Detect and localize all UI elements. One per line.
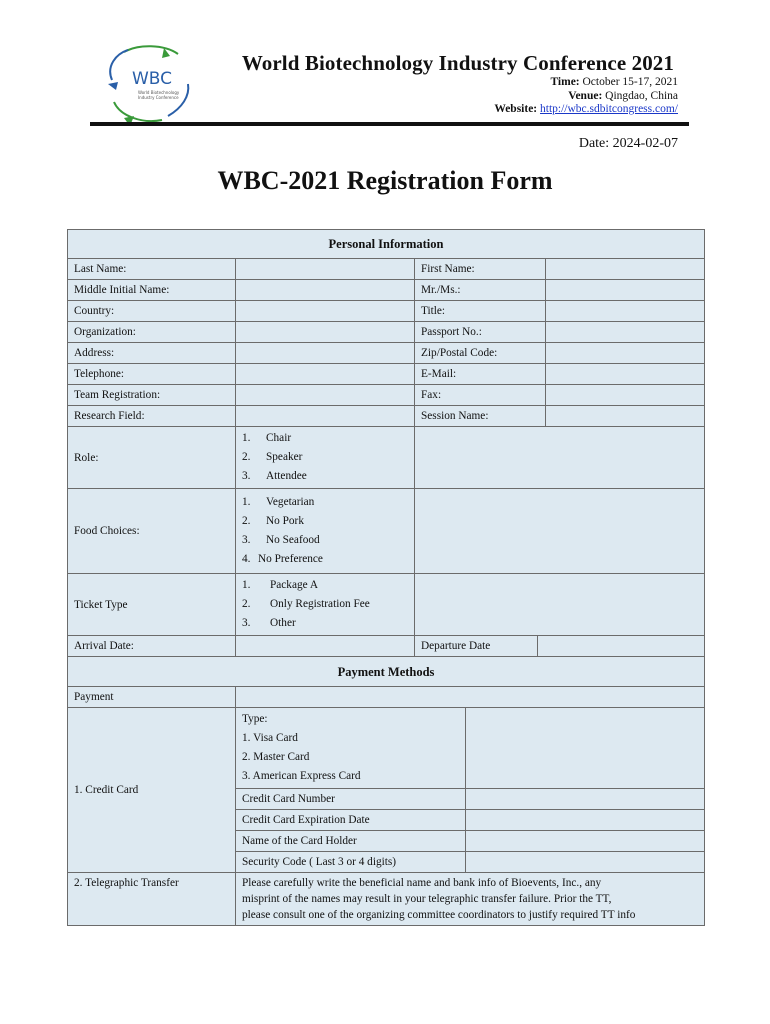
session-name-label: Session Name: [415, 406, 546, 427]
title-field[interactable] [546, 301, 705, 322]
departure-cell [415, 636, 705, 657]
research-field-field[interactable] [236, 406, 415, 427]
departure-date-field[interactable] [537, 636, 704, 656]
svg-text:Industry Conference: Industry Conference [138, 95, 179, 100]
fax-field[interactable] [546, 385, 705, 406]
card-expiration-field[interactable] [465, 810, 704, 831]
credit-card-details [236, 708, 705, 873]
title-label: Title: [415, 301, 546, 322]
personal-info-heading: Personal Information [68, 230, 705, 259]
role-field[interactable] [415, 427, 705, 489]
telegraphic-transfer-note [236, 873, 705, 926]
first-name-field[interactable] [546, 259, 705, 280]
ticket-type-field[interactable] [415, 574, 705, 636]
telephone-field[interactable] [236, 364, 415, 385]
zip-label: Zip/Postal Code: [415, 343, 546, 364]
role-option[interactable]: 2. Speaker [242, 451, 303, 463]
ticket-type-label: Ticket Type [68, 574, 236, 636]
registration-table [67, 229, 705, 926]
card-holder-field[interactable] [465, 831, 704, 852]
svg-text:World Biotechnology: World Biotechnology [138, 90, 180, 95]
header-rule [90, 122, 689, 126]
last-name-label: Last Name: [68, 259, 236, 280]
credit-card-subtable [236, 708, 704, 872]
role-option[interactable]: 1. Chair [242, 432, 292, 444]
telephone-label: Telephone: [68, 364, 236, 385]
last-name-field[interactable] [236, 259, 415, 280]
conference-venue [568, 90, 678, 102]
time-label: Time: [550, 76, 580, 88]
role-label: Role: [68, 427, 236, 489]
security-code-label: Security Code ( Last 3 or 4 digits) [236, 852, 465, 873]
time-value: October 15-17, 2021 [582, 76, 678, 88]
arrival-date-label: Arrival Date: [68, 636, 236, 657]
website-link[interactable]: http://wbc.sdbitcongress.com/ [540, 103, 678, 115]
ticket-option[interactable]: 2. Only Registration Fee [242, 598, 370, 610]
session-name-field[interactable] [546, 406, 705, 427]
payment-label: Payment [68, 687, 236, 708]
ticket-option[interactable]: 1. Package A [242, 579, 318, 591]
arrival-date-field[interactable] [236, 636, 415, 657]
card-holder-label: Name of the Card Holder [236, 831, 465, 852]
venue-label: Venue: [568, 90, 603, 102]
zip-field[interactable] [546, 343, 705, 364]
payment-field[interactable] [236, 687, 705, 708]
research-field-label: Research Field: [68, 406, 236, 427]
passport-field[interactable] [546, 322, 705, 343]
food-option[interactable]: 4. No Preference [242, 553, 323, 565]
organization-field[interactable] [236, 322, 415, 343]
first-name-label: First Name: [415, 259, 546, 280]
middle-initial-field[interactable] [236, 280, 415, 301]
food-option[interactable]: 2. No Pork [242, 515, 304, 527]
card-type-option[interactable]: 3. American Express Card [242, 770, 361, 782]
departure-date-label: Departure Date [415, 636, 537, 656]
form-date: Date: 2024-02-07 [578, 136, 678, 151]
food-options [236, 489, 415, 574]
telegraphic-note-line: misprint of the names may result in your telegraphic transfer failure. Prior the TT, [242, 893, 612, 905]
payment-methods-heading: Payment Methods [68, 657, 705, 687]
telegraphic-transfer-label: 2. Telegraphic Transfer [68, 873, 236, 926]
card-type-option[interactable]: 2. Master Card [242, 751, 310, 763]
middle-initial-label: Middle Initial Name: [68, 280, 236, 301]
telegraphic-note-line: Please carefully write the beneficial name and bank info of Bioevents, Inc., any [242, 877, 602, 889]
card-type-field[interactable] [465, 708, 704, 789]
card-type-heading: Type: [242, 713, 268, 725]
address-label: Address: [68, 343, 236, 364]
salutation-field[interactable] [546, 280, 705, 301]
country-label: Country: [68, 301, 236, 322]
security-code-field[interactable] [465, 852, 704, 873]
email-label: E-Mail: [415, 364, 546, 385]
team-registration-field[interactable] [236, 385, 415, 406]
card-type-options [236, 708, 465, 789]
telegraphic-note-line: please consult one of the organizing committee coordinators to justify required TT info [242, 909, 636, 921]
conference-website [494, 103, 678, 115]
organization-label: Organization: [68, 322, 236, 343]
ticket-options [236, 574, 415, 636]
ticket-option[interactable]: 3. Other [242, 617, 296, 629]
departure-subtable [415, 636, 704, 656]
team-registration-label: Team Registration: [68, 385, 236, 406]
role-option[interactable]: 3. Attendee [242, 470, 307, 482]
card-type-option[interactable]: 1. Visa Card [242, 732, 298, 744]
card-number-label: Credit Card Number [236, 789, 465, 810]
role-options [236, 427, 415, 489]
food-choices-field[interactable] [415, 489, 705, 574]
credit-card-label: 1. Credit Card [68, 708, 236, 873]
card-expiration-label: Credit Card Expiration Date [236, 810, 465, 831]
food-choices-label: Food Choices: [68, 489, 236, 574]
svg-text:WBC: WBC [132, 69, 173, 89]
food-option[interactable]: 3. No Seafood [242, 534, 320, 546]
website-label: Website: [494, 103, 538, 115]
email-field[interactable] [546, 364, 705, 385]
wbc-logo [104, 44, 196, 126]
passport-label: Passport No.: [415, 322, 546, 343]
food-option[interactable]: 1. Vegetarian [242, 496, 315, 508]
form-title: WBC-2021 Registration Form [217, 166, 553, 195]
fax-label: Fax: [415, 385, 546, 406]
conference-title: World Biotechnology Industry Conference 2021 [241, 51, 674, 75]
country-field[interactable] [236, 301, 415, 322]
address-field[interactable] [236, 343, 415, 364]
conference-time [550, 76, 678, 88]
venue-value: Qingdao, China [605, 90, 678, 102]
salutation-label: Mr./Ms.: [415, 280, 546, 301]
card-number-field[interactable] [465, 789, 704, 810]
